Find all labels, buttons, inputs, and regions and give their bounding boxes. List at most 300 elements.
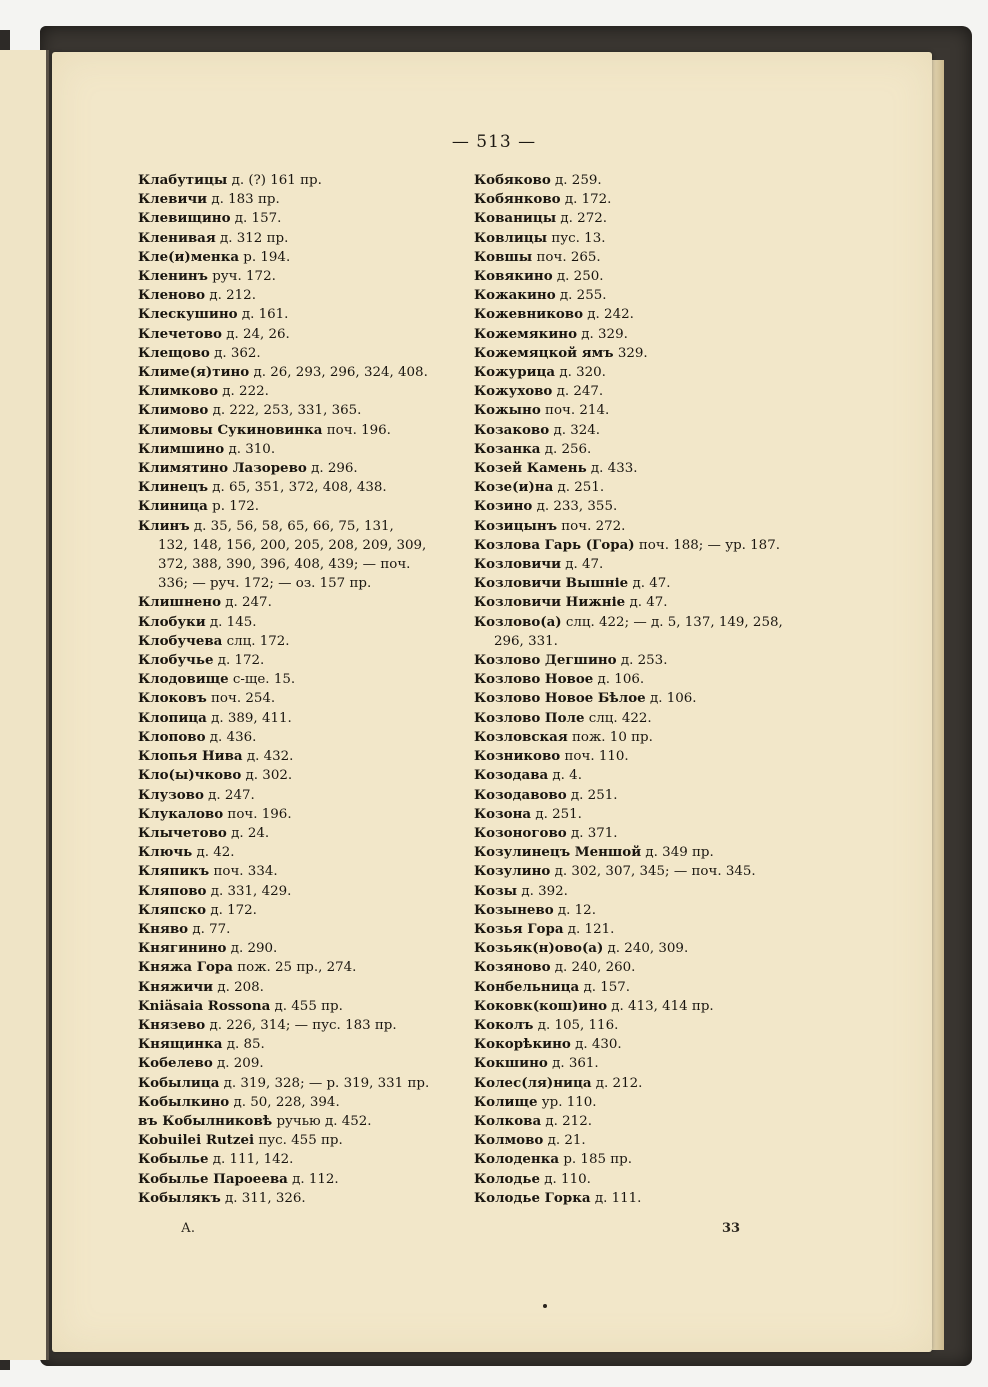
- index-entry: [474, 1112, 804, 1131]
- entry-continuation: 336; — руч. 172; — оз. 157 пр.: [158, 576, 372, 592]
- entry-reference: 329.: [613, 345, 648, 361]
- entry-reference: руч. 172.: [207, 269, 276, 285]
- index-entry: [138, 593, 458, 612]
- entry-name: Кле(и)менка: [138, 248, 240, 265]
- entry-reference: поч. 110.: [560, 749, 629, 765]
- index-entry: [138, 786, 458, 805]
- entry-continuation: 296, 331.: [494, 633, 558, 649]
- index-entry: [474, 478, 804, 497]
- index-entry: [138, 670, 458, 689]
- index-entry: [138, 344, 458, 363]
- entry-name: Козловская: [474, 728, 568, 745]
- entry-reference: д. 161.: [237, 307, 289, 323]
- entry-reference: д. 432.: [242, 749, 294, 765]
- index-entry: [474, 651, 804, 670]
- index-entry: [138, 651, 458, 670]
- entry-reference: д. 157.: [579, 979, 631, 995]
- index-entry: [138, 325, 458, 344]
- entry-name: Клишнено: [138, 594, 221, 611]
- entry-name: Козловичи Нижніе: [474, 594, 626, 611]
- entry-name: Кобянково: [474, 191, 561, 208]
- entry-name: Колодье Горка: [474, 1189, 591, 1206]
- index-entry: [474, 1074, 804, 1093]
- entry-name: Княво: [138, 920, 189, 937]
- entry-name: Княжичи: [138, 978, 214, 995]
- entry-reference: д. 212.: [591, 1075, 643, 1091]
- entry-reference: д. 296.: [306, 461, 358, 477]
- entry-name: Колкова: [474, 1112, 542, 1129]
- entry-name: Клоковъ: [138, 690, 207, 707]
- index-entry: [138, 421, 458, 440]
- index-entry: [138, 689, 458, 708]
- entry-reference: д. 212.: [205, 288, 256, 304]
- entry-reference: д. 247.: [203, 787, 255, 803]
- entry-name: Козья Гора: [474, 920, 564, 937]
- entry-name: Кленово: [138, 287, 206, 304]
- entry-name: Княщинка: [138, 1036, 223, 1053]
- entry-name: Клычетово: [138, 824, 227, 841]
- entry-reference: д. 42.: [192, 845, 235, 861]
- entry-reference: д. 256.: [540, 441, 592, 457]
- entry-reference: д. 361.: [547, 1056, 599, 1072]
- entry-name: Клевичи: [138, 191, 208, 208]
- index-entry: [474, 286, 804, 305]
- index-entry: [138, 478, 458, 497]
- entry-name: Кожурица: [474, 364, 556, 381]
- entry-name: Козоногово: [474, 824, 567, 841]
- entry-name: Козей Камень: [474, 460, 587, 477]
- index-entry: [474, 939, 804, 958]
- entry-name: Колодье: [474, 1170, 541, 1187]
- entry-reference: д. 212.: [541, 1113, 592, 1129]
- entry-reference: д. 255.: [555, 288, 607, 304]
- entry-name: Кобелево: [138, 1055, 213, 1072]
- entry-reference: д. 290.: [226, 941, 278, 957]
- index-entry: [474, 363, 804, 382]
- entry-name: Козанка: [474, 440, 541, 457]
- entry-reference: д. 259.: [550, 173, 602, 188]
- entry-name: Климово: [138, 402, 209, 419]
- entry-reference: д. 77.: [188, 921, 231, 937]
- entry-reference: с-ще. 15.: [228, 672, 296, 688]
- entry-reference: поч. 272.: [556, 518, 626, 534]
- entry-reference: поч. 196.: [223, 806, 292, 822]
- entry-name: Кобылкино: [138, 1093, 230, 1110]
- entry-name: Колоденка: [474, 1151, 560, 1168]
- entry-name: въ Кобылниковѣ: [138, 1112, 273, 1129]
- entry-name: Кобылье Пароеева: [138, 1170, 288, 1187]
- entry-name: Клузово: [138, 786, 204, 803]
- entry-reference: поч. 188; — ур. 187.: [634, 537, 780, 553]
- index-entry: [474, 248, 804, 267]
- index-entry: [138, 958, 458, 977]
- index-entry: [138, 1131, 458, 1150]
- entry-reference: д. 233, 355.: [532, 499, 618, 515]
- index-entry: [138, 805, 458, 824]
- entry-reference: поч. 214.: [540, 403, 610, 419]
- index-entry: [138, 1035, 458, 1054]
- index-entry: [474, 517, 804, 536]
- entry-name: Кожемякино: [474, 325, 578, 342]
- index-entry: [474, 613, 804, 632]
- entry-reference: д. 4.: [548, 768, 582, 784]
- entry-reference: д. 413, 414 пр.: [607, 998, 714, 1014]
- index-entry: [474, 305, 804, 324]
- entry-reference: д. 24.: [226, 825, 270, 841]
- entry-name: Клобуки: [138, 613, 206, 630]
- entry-reference: поч. 254.: [206, 691, 276, 707]
- entry-reference: д. 172.: [206, 902, 257, 918]
- entry-name: Княжа Гора: [138, 959, 233, 976]
- index-entry: [474, 344, 804, 363]
- index-entry: [474, 1016, 804, 1035]
- index-entry: [474, 978, 804, 997]
- index-entry: [138, 1093, 458, 1112]
- entry-reference: слц. 422; — д. 5, 137, 149, 258,: [561, 614, 783, 630]
- entry-reference: д. 430.: [570, 1037, 622, 1053]
- entry-name: Козяново: [474, 959, 551, 976]
- index-entry: [474, 209, 804, 228]
- entry-name: Кожыно: [474, 402, 541, 419]
- entry-name: Колище: [474, 1093, 538, 1110]
- index-entry: [474, 325, 804, 344]
- entry-name: Kniäsaia Rossona: [138, 997, 271, 1014]
- entry-reference: д. 209.: [212, 1056, 264, 1072]
- index-entry: [474, 1131, 804, 1150]
- entry-reference: д. 106.: [593, 672, 645, 688]
- entry-reference: д. 111, 142.: [208, 1152, 294, 1168]
- entry-name: Кожухово: [474, 383, 553, 400]
- entry-reference: д. 253.: [616, 653, 668, 669]
- entry-reference: слц. 172.: [222, 633, 290, 649]
- entry-name: Клечетово: [138, 325, 222, 342]
- entry-name: Клабутицы: [138, 172, 228, 188]
- entry-reference: д. 455 пр.: [270, 998, 343, 1014]
- index-entry: [138, 862, 458, 881]
- index-entry: [474, 747, 804, 766]
- index-entry: [138, 882, 458, 901]
- index-entry: [474, 401, 804, 420]
- entry-name: Козы: [474, 882, 518, 899]
- entry-name: Козулинецъ Меншой: [474, 844, 642, 861]
- entry-reference: д. 222.: [218, 384, 269, 400]
- entry-name: Кожакино: [474, 287, 556, 304]
- index-entry: [138, 440, 458, 459]
- entry-reference: д. 302, 307, 345; — поч. 345.: [550, 864, 756, 880]
- entry-reference: д. 21.: [543, 1133, 586, 1149]
- index-entry: [138, 1074, 458, 1093]
- entry-continuation: 132, 148, 156, 200, 205, 208, 209, 309,: [158, 537, 427, 553]
- entry-reference: д. 320.: [555, 365, 606, 381]
- entry-reference: д. 250.: [552, 269, 604, 285]
- index-entry: [138, 1189, 458, 1208]
- entry-reference: д. 329.: [577, 326, 628, 342]
- index-entry: [474, 901, 804, 920]
- entry-reference: д. 111.: [590, 1190, 642, 1206]
- entry-name: Козлово Дегшино: [474, 652, 617, 669]
- entry-name: Клиница: [138, 498, 208, 515]
- index-entry: [138, 613, 458, 632]
- index-entry: [474, 958, 804, 977]
- entry-reference: д. 247.: [221, 595, 272, 611]
- index-entry: [474, 574, 804, 593]
- index-entry: [138, 517, 458, 536]
- entry-name: Кляпикъ: [138, 863, 210, 880]
- index-entry: [138, 401, 458, 420]
- entry-reference: д. 371.: [566, 825, 618, 841]
- entry-name: Кобылье: [138, 1151, 209, 1168]
- entry-reference: д. 106.: [645, 691, 697, 707]
- index-entry: [474, 728, 804, 747]
- entry-name: Козицынъ: [474, 517, 557, 534]
- entry-name: Клопья Нива: [138, 748, 243, 765]
- entry-reference: поч. 334.: [209, 864, 278, 880]
- entry-name: Ключь: [138, 844, 193, 861]
- entry-name: Козловичи: [474, 556, 561, 573]
- entry-name: Климшино: [138, 440, 225, 457]
- index-entry: [474, 805, 804, 824]
- entry-reference: д. 310.: [224, 441, 276, 457]
- index-entry: [138, 459, 458, 478]
- index-entry: [138, 190, 458, 209]
- entry-reference: д. 208.: [213, 979, 264, 995]
- entry-name: Климовы Сукиновинка: [138, 421, 323, 438]
- entry-reference: д. 172.: [213, 653, 265, 669]
- entry-name: Коковк(кош)ино: [474, 997, 608, 1014]
- index-entry: [138, 1054, 458, 1073]
- entry-reference: ручью д. 452.: [272, 1113, 372, 1129]
- entry-name: Кло(ы)чково: [138, 767, 242, 784]
- entry-reference: пож. 25 пр., 274.: [232, 960, 357, 976]
- entry-name: Княгинино: [138, 940, 227, 957]
- entry-name: Ковякино: [474, 268, 553, 285]
- index-entry: [474, 382, 804, 401]
- entry-reference: слц. 422.: [584, 710, 652, 726]
- entry-name: Козлово Новое Бѣлое: [474, 690, 646, 707]
- index-entry: [474, 459, 804, 478]
- entry-name: Клукалово: [138, 805, 224, 822]
- entry-name: Кленивая: [138, 229, 216, 246]
- entry-reference: д. 242.: [583, 307, 634, 323]
- entry-reference: поч. 196.: [322, 422, 391, 438]
- entry-reference: д. 105, 116.: [533, 1017, 619, 1033]
- index-entry: [474, 1150, 804, 1169]
- entry-name: Клобучье: [138, 652, 214, 669]
- index-entry: [138, 1112, 458, 1131]
- entry-reference: д. 47.: [628, 576, 671, 592]
- entry-reference: д. 319, 328; — р. 319, 331 пр.: [219, 1075, 430, 1091]
- index-entry: [474, 786, 804, 805]
- printer-signature: А.: [181, 1221, 195, 1236]
- entry-name: Кожевниково: [474, 306, 584, 323]
- entry-reference: поч. 265.: [532, 249, 601, 265]
- index-entry: [138, 1170, 458, 1189]
- entry-reference: д. 251.: [531, 806, 582, 822]
- entry-reference: д. 311, 326.: [220, 1190, 306, 1206]
- entry-reference: р. 185 пр.: [559, 1152, 632, 1168]
- index-entry: [138, 939, 458, 958]
- index-entry: [138, 382, 458, 401]
- index-entry: [138, 632, 458, 651]
- index-entry: [138, 229, 458, 248]
- entry-name: Князево: [138, 1016, 206, 1033]
- index-entry: [474, 997, 804, 1016]
- entry-name: Коколъ: [474, 1016, 534, 1033]
- right-index-column: [474, 171, 804, 1208]
- index-entry: [474, 689, 804, 708]
- entry-name: Климятино Лазорево: [138, 460, 307, 477]
- entry-reference: д. 47.: [625, 595, 668, 611]
- index-entry: [474, 670, 804, 689]
- entry-name: Козлово Поле: [474, 709, 585, 726]
- index-entry: [474, 267, 804, 286]
- entry-continuation: 372, 388, 390, 396, 408, 439; — поч.: [158, 557, 411, 573]
- entry-name: Кокшино: [474, 1055, 548, 1072]
- index-entry: [474, 593, 804, 612]
- entry-reference: пус. 13.: [547, 230, 606, 246]
- index-entry: [138, 978, 458, 997]
- entry-name: Kobuilei Rutzei: [138, 1132, 255, 1149]
- entry-reference: пож. 10 пр.: [567, 729, 653, 745]
- entry-reference: д. 50, 228, 394.: [229, 1094, 340, 1110]
- index-entry: [474, 440, 804, 459]
- entry-reference: д. 247.: [552, 384, 604, 400]
- entry-name: Кожемяцкой ямъ: [474, 344, 614, 361]
- entry-reference: д. 183 пр.: [207, 192, 280, 208]
- entry-name: Козлово Новое: [474, 671, 594, 688]
- index-entry: [138, 843, 458, 862]
- entry-reference: д. (?) 161 пр.: [227, 173, 322, 188]
- entry-name: Климково: [138, 383, 219, 400]
- index-entry: [138, 997, 458, 1016]
- entry-name: Клинецъ: [138, 479, 209, 496]
- index-entry: [474, 497, 804, 516]
- entry-reference: д. 65, 351, 372, 408, 438.: [208, 480, 387, 496]
- index-entry: [474, 920, 804, 939]
- index-entry: [474, 555, 804, 574]
- entry-name: Козаково: [474, 421, 550, 438]
- index-entry: [474, 1189, 804, 1208]
- entry-name: Козниково: [474, 748, 561, 765]
- entry-name: Кокорѣкино: [474, 1036, 571, 1053]
- entry-name: Козлово(а): [474, 613, 562, 630]
- index-entry: [474, 536, 804, 555]
- entry-name: Кобылякъ: [138, 1189, 221, 1206]
- index-entry: [138, 171, 458, 190]
- entry-name: Клодовище: [138, 671, 229, 688]
- index-entry: [474, 1170, 804, 1189]
- page-speck: [543, 1304, 547, 1308]
- entry-reference: д. 362.: [209, 345, 261, 361]
- index-entry: [138, 1150, 458, 1169]
- entry-reference: д. 251.: [553, 480, 605, 496]
- page-stack-edge: [932, 60, 944, 1350]
- entry-reference: д. 110.: [540, 1171, 591, 1187]
- entry-reference: ур. 110.: [537, 1094, 597, 1110]
- index-entry: [138, 305, 458, 324]
- index-entry: [474, 171, 804, 190]
- entry-reference: д. 331, 429.: [206, 883, 292, 899]
- entry-reference: д. 47.: [561, 557, 604, 573]
- entry-reference: д. 433.: [586, 461, 638, 477]
- entry-reference: д. 222, 253, 331, 365.: [208, 403, 362, 419]
- entry-name: Клопово: [138, 728, 206, 745]
- entry-reference: д. 349 пр.: [641, 845, 714, 861]
- index-entry: [474, 1035, 804, 1054]
- entry-name: Козулино: [474, 863, 551, 880]
- index-entry: [474, 1054, 804, 1073]
- entry-name: Ковшы: [474, 248, 533, 265]
- entry-reference: д. 240, 309.: [603, 941, 689, 957]
- entry-name: Кобяково: [474, 172, 551, 188]
- entry-reference: д. 302.: [241, 768, 293, 784]
- entry-name: Козынево: [474, 901, 554, 918]
- entry-name: Козино: [474, 498, 533, 515]
- entry-reference: д. 112.: [287, 1171, 339, 1187]
- index-entry: [474, 824, 804, 843]
- entry-name: Клопица: [138, 709, 207, 726]
- entry-reference: д. 240, 260.: [550, 960, 636, 976]
- entry-name: Клещово: [138, 344, 210, 361]
- entry-reference: д. 24, 26.: [221, 326, 290, 342]
- entry-reference: р. 194.: [239, 249, 291, 265]
- entry-reference: д. 392.: [517, 883, 568, 899]
- entry-reference: д. 172.: [560, 192, 612, 208]
- previous-page-edge: [0, 50, 49, 1360]
- entry-name: Клескушино: [138, 306, 238, 323]
- entry-reference: д. 121.: [563, 921, 615, 937]
- entry-reference: д. 389, 411.: [206, 710, 292, 726]
- page-number: — 513 —: [451, 132, 537, 152]
- index-entry: [138, 747, 458, 766]
- index-entry: [474, 421, 804, 440]
- entry-reference: пус. 455 пр.: [254, 1133, 343, 1149]
- entry-name: Козловичи Вышніе: [474, 575, 629, 592]
- entry-name: Кляпско: [138, 901, 207, 918]
- entry-name: Климе(я)тино: [138, 364, 250, 381]
- entry-reference: д. 26, 293, 296, 324, 408.: [249, 365, 428, 381]
- index-entry: [138, 901, 458, 920]
- entry-reference: д. 312 пр.: [215, 230, 289, 246]
- entry-reference: д. 226, 314; — пус. 183 пр.: [205, 1017, 397, 1033]
- index-entry: [138, 824, 458, 843]
- index-entry: [138, 267, 458, 286]
- entry-name: Конбельница: [474, 978, 580, 995]
- entry-reference: р. 172.: [207, 499, 260, 515]
- index-entry: [138, 248, 458, 267]
- index-entry: [138, 728, 458, 747]
- index-entry: [138, 1016, 458, 1035]
- index-entry: [474, 862, 804, 881]
- entry-name: Кляпово: [138, 882, 207, 899]
- index-entry: [474, 229, 804, 248]
- index-entry: [138, 286, 458, 305]
- index-entry: [474, 190, 804, 209]
- index-entry: [474, 709, 804, 728]
- entry-name: Клобучева: [138, 632, 223, 649]
- entry-reference: д. 157.: [230, 211, 282, 227]
- index-entry: [474, 1093, 804, 1112]
- index-entry: [138, 709, 458, 728]
- entry-reference: д. 145.: [205, 614, 257, 630]
- entry-name: Кованицы: [474, 210, 557, 227]
- entry-reference: д. 35, 56, 58, 65, 66, 75, 131,: [189, 518, 394, 534]
- entry-name: Козе(и)на: [474, 479, 554, 496]
- entry-name: Клевищино: [138, 210, 231, 227]
- index-entry: [138, 497, 458, 516]
- entry-name: Клинъ: [138, 517, 190, 534]
- entry-name: Козодавово: [474, 786, 567, 803]
